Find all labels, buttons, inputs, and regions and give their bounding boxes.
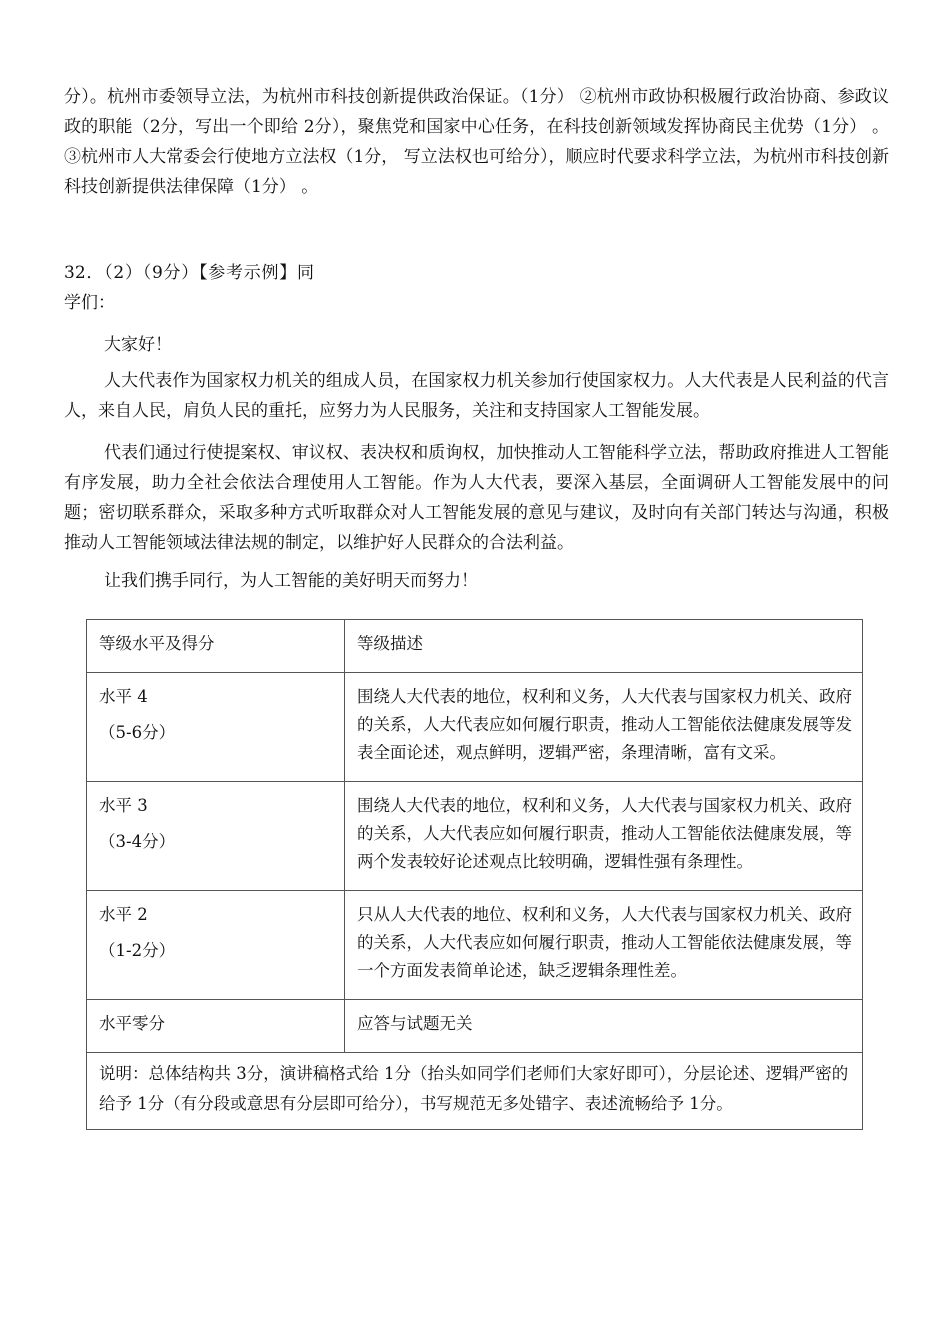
level-score: （5-6分）	[99, 723, 176, 742]
level-cell	[87, 673, 345, 782]
scoring-rubric-table	[86, 619, 863, 1130]
level-score: （3-4分）	[99, 832, 176, 851]
level-cell: 水平零分	[87, 1000, 345, 1053]
table-row	[87, 673, 863, 782]
closing-paragraph: 让我们携手同行，为人工智能的美好明天而努力！	[104, 571, 478, 591]
table-note-row	[87, 1053, 863, 1130]
body-paragraph: 人大代表作为国家权力机关的组成人员，在国家权力机关参加行使国家权力。人大代表是人民利益的代言人，来自人民，肩负人民的重托，应努力为人民服务，关注和支持国家人工智能发展。	[64, 371, 889, 421]
level-score: （1-2分）	[99, 941, 176, 960]
level-name: 水平 4	[99, 687, 148, 706]
level-description: 围绕人大代表的地位，权利和义务，人大代表与国家权力机关、政府的关系，人大代表应如何履行职责，推动人工智能依法健康发展，等两个发表较好论述观点比较明确，逻辑性强有条理性。	[345, 782, 863, 891]
level-description: 只从人大代表的地位、权利和义务，人大代表与国家权力机关、政府的关系，人大代表应如何履行职责，推动人工智能依法健康发展，等一个方面发表简单论述，缺乏逻辑条理性差。	[345, 891, 863, 1000]
intro-paragraph: 分）。杭州市委领导立法，为杭州市科技创新提供政治保证。（1分） ②杭州市政协积极履行政治协商、参政议政的职能（2分，写出一个即给 2分），聚焦党和国家中心任务，在科技创新领域发挥协商民主优势（1分） 。③杭州市人大常委会行使地方立法权（1分， 写立法权也可给分），顺应时代要求科学立法，为杭州市科技创新科技创新提供法律保障（1分） 。	[64, 87, 889, 197]
level-description: 应答与试题无关	[345, 1000, 863, 1053]
header-cell-description: 等级描述	[345, 620, 863, 673]
table-row	[87, 891, 863, 1000]
body-paragraph: 代表们通过行使提案权、审议权、表决权和质询权，加快推动人工智能科学立法，帮助政府推进人工智能有序发展，助力全社会依法合理使用人工智能。作为人大代表，要深入基层，全面调研人工智能发展中的问题；密切联系群众，采取多种方式听取群众对人工智能发展的意见与建议，及时向有关部门转达与沟通，积极推动人工智能领域法律法规的制定，以维护好人民群众的合法利益。	[64, 443, 889, 553]
header-cell-level: 等级水平及得分	[87, 620, 345, 673]
question-heading: 32．（2）（9分）【参考示例】同学们：	[64, 263, 314, 313]
level-cell	[87, 891, 345, 1000]
level-name: 水平 2	[99, 905, 148, 924]
table-header-row	[87, 620, 863, 673]
level-cell	[87, 782, 345, 891]
level-description: 围绕人大代表的地位，权利和义务，人大代表与国家权力机关、政府的关系，人大代表应如何履行职责，推动人工智能依法健康发展等发表全面论述，观点鲜明，逻辑严密，条理清晰，富有文采。	[345, 673, 863, 782]
table-row	[87, 782, 863, 891]
rubric-note: 说明：总体结构共 3分，演讲稿格式给 1分（抬头如同学们老师们大家好即可），分层论述、逻辑严密的给予 1分（有分段或意思有分层即可给分），书写规范无多处错字、表述流畅给予 1分。	[87, 1053, 863, 1130]
greeting: 大家好！	[104, 335, 172, 355]
table-row-zero	[87, 1000, 863, 1053]
level-name: 水平 3	[99, 796, 148, 815]
